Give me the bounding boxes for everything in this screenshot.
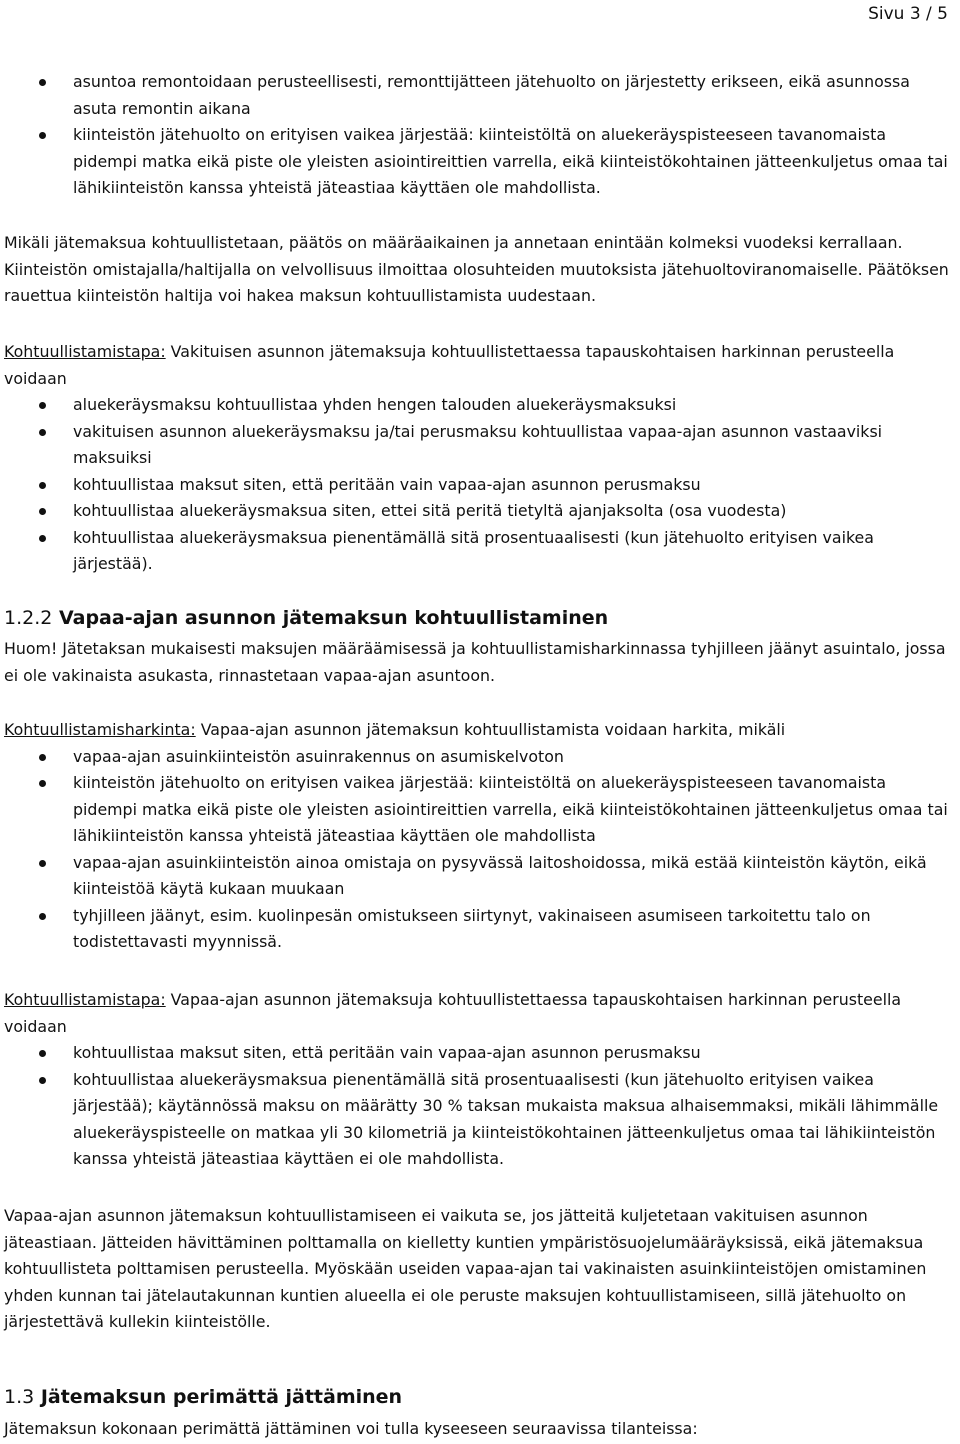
list-item: kohtuullistaa maksut siten, että peritään vain vapaa-ajan asunnon perusmaksu	[4, 1040, 950, 1067]
section-kohtuullistamisharkinta	[4, 717, 950, 956]
heading-title: Jätemaksun perimättä jättäminen	[34, 1386, 403, 1408]
list-item: vakituisen asunnon aluekeräysmaksu ja/tai perusmaksu kohtuullistaa vapaa-ajan asunnon vastaaviksi maksuiksi	[4, 419, 950, 472]
bullet-list-4	[4, 1040, 950, 1173]
list-item: kohtuullistaa aluekeräysmaksua pienentämällä sitä prosentuaalisesti (kun jätehuolto erityisen vaikea järjestää).	[4, 525, 950, 578]
section-kohtuullistamistapa-vakituinen	[4, 339, 950, 578]
section-intro: Vapaa-ajan asunnon jätemaksuja kohtuullistettaessa tapauskohtaisen harkinnan perusteella voidaan	[4, 990, 902, 1036]
section-label: Kohtuullistamistapa:	[4, 990, 166, 1009]
paragraph-perimatta-jattaminen: Jätemaksun kokonaan perimättä jättäminen voi tulla kyseeseen seuraavissa tilanteissa:	[4, 1419, 698, 1438]
section-intro: Vakituisen asunnon jätemaksuja kohtuullistettaessa tapauskohtaisen harkinnan perusteella voidaan	[4, 342, 895, 388]
list-item: asuntoa remontoidaan perusteellisesti, remonttijätteen jätehuolto on järjestetty erikseen, eikä asunnossa asuta remontin aikana	[4, 69, 950, 122]
heading	[4, 605, 950, 631]
section-heading-1-3	[4, 1384, 950, 1410]
paragraph-huom: Huom! Jätetaksan mukaisesti maksujen määräämisessä ja kohtuullistamisharkinnassa tyhjilleen jäänyt asuintalo, jossa ei ole vakinaista asukasta, rinnastetaan vapaa-ajan asuntoon.	[4, 639, 946, 685]
section-heading-1-2-2	[4, 605, 950, 631]
paragraph-vapaa-ajan-jatemaksu: Vapaa-ajan asunnon jätemaksun kohtuullistamiseen ei vaikuta se, jos jätteitä kuljetetaan vakituisen asunnon jäteastiaan. Jätteiden hävittäminen polttamalla on kielletty kuntien ympäristösuojelumääräyksissä, eikä jätemaksua kohtuullisteta polttamisen perusteella. Myöskään useiden vapaa-ajan tai vakinaisten asuinkiinteistöjen omistaminen yhden kunnan tai jätelautakunnan kuntien alueella ei ole peruste maksujen kohtuullistamiseen, sillä jätehuolto on järjestettävä kullekin kiinteistölle.	[4, 1206, 927, 1331]
heading-number: 1.3	[4, 1386, 35, 1408]
section-label: Kohtuullistamisharkinta:	[4, 720, 196, 739]
list-item: vapaa-ajan asuinkiinteistön asuinrakennus on asumiskelvoton	[4, 744, 950, 771]
heading-number: 1.2.2	[4, 607, 53, 629]
list-item: tyhjilleen jäänyt, esim. kuolinpesän omistukseen siirtynyt, vakinaiseen asumiseen tarkoitettu talo on todistettavasti myynnissä.	[4, 903, 950, 956]
bullet-list-3	[4, 744, 950, 956]
page-number: Sivu 3 / 5	[868, 4, 948, 24]
section-intro: Vapaa-ajan asunnon jätemaksun kohtuullistamista voidaan harkita, mikäli	[195, 720, 786, 739]
list-item: kohtuullistaa maksut siten, että peritään vain vapaa-ajan asunnon perusmaksu	[4, 472, 950, 499]
list-item: kiinteistön jätehuolto on erityisen vaikea järjestää: kiinteistöltä on aluekeräyspisteeseen tavanomaista pidempi matka eikä piste ole yleisten asiointireittien varrella, eikä kiinteistökohtainen jätteenkuljetus omaa tai lähikiinteistön kanssa yhteistä jäteastiaa käyttäen ole mahdollista.	[4, 122, 950, 202]
bullet-list-2	[4, 392, 950, 578]
heading-title: Vapaa-ajan asunnon jätemaksun kohtuullistaminen	[52, 607, 609, 629]
list-item: kohtuullistaa aluekeräysmaksua siten, ettei sitä peritä tietyltä ajanjaksolta (osa vuodesta)	[4, 498, 950, 525]
paragraph-kohtuullistaminen-paatos: Mikäli jätemaksua kohtuullistetaan, päätös on määräaikainen ja annetaan enintään kolmeksi vuodeksi kerrallaan. Kiinteistön omistajalla/haltijalla on velvollisuus ilmoittaa olosuhteiden muutoksista jätehuoltoviranomaiselle. Päätöksen rauettua kiinteistön haltija voi hakea maksun kohtuullistamista uudestaan.	[4, 233, 949, 305]
bullet-list-1	[4, 69, 950, 202]
section-kohtuullistamistapa-vapaa-ajan	[4, 987, 950, 1173]
list-item: aluekeräysmaksu kohtuullistaa yhden hengen talouden aluekeräysmaksuksi	[4, 392, 950, 419]
list-item: vapaa-ajan asuinkiinteistön ainoa omistaja on pysyvässä laitoshoidossa, mikä estää kiinteistön käytön, eikä kiinteistöä käytä kukaan muukaan	[4, 850, 950, 903]
heading	[4, 1384, 950, 1410]
section-label: Kohtuullistamistapa:	[4, 342, 166, 361]
list-item: kohtuullistaa aluekeräysmaksua pienentämällä sitä prosentuaalisesti (kun jätehuolto erityisen vaikea järjestää); käytännössä maksu on määrätty 30 % taksan mukaista maksua alhaisemmaksi, mikäli lähimmälle aluekeräyspisteelle on matkaa yli 30 kilometriä ja kiinteistökohtainen jätteenkuljetus omaa tai lähikiinteistön kanssa yhteistä jäteastiaa käyttäen ei ole mahdollista.	[4, 1067, 950, 1173]
list-item: kiinteistön jätehuolto on erityisen vaikea järjestää: kiinteistöltä on aluekeräyspisteeseen tavanomaista pidempi matka eikä piste ole yleisten asiointireittien varrella, eikä kiinteistökohtainen jätteenkuljetus omaa tai lähikiinteistön kanssa yhteistä jäteastiaa käyttäen ole mahdollista	[4, 770, 950, 850]
